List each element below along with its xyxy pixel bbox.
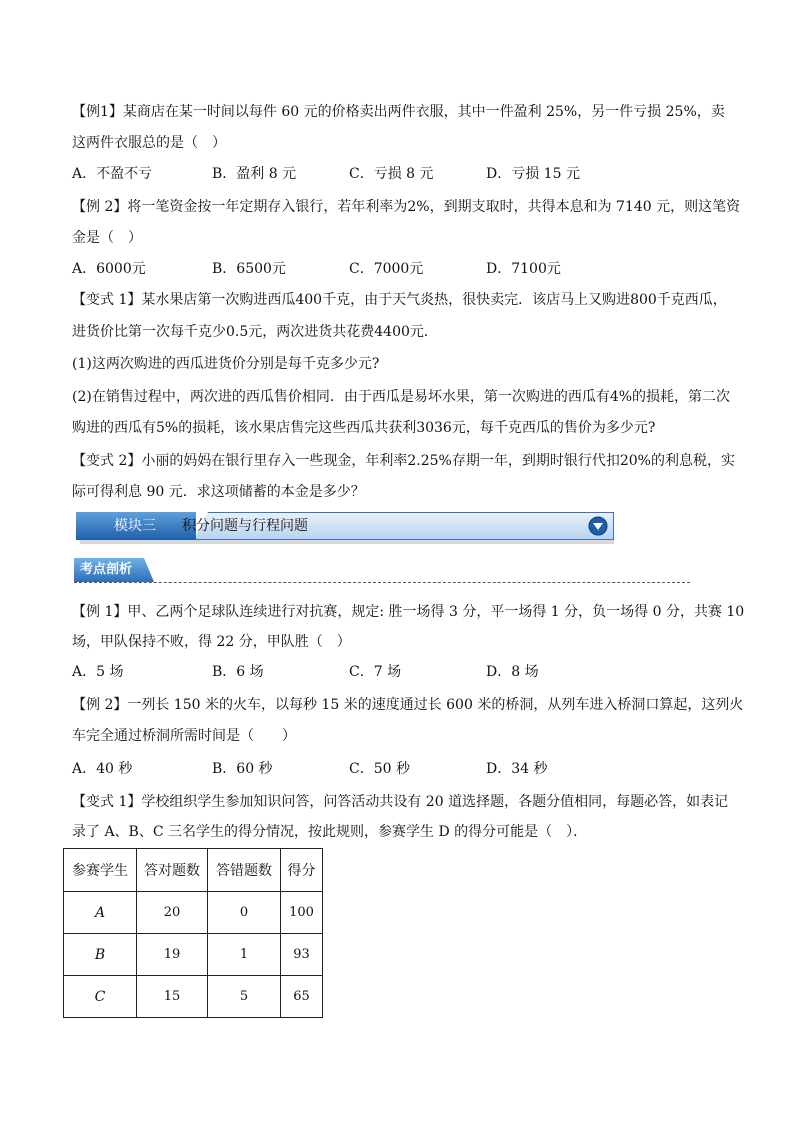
table-header: 得分 bbox=[281, 849, 323, 892]
table-cell: 19 bbox=[137, 934, 208, 976]
s2-example-1-text-line2: 场，甲队保持不败，得 22 分，甲队胜（ ） bbox=[72, 634, 351, 650]
option-b: B．6500元 bbox=[212, 261, 286, 277]
table-header: 参赛学生 bbox=[64, 849, 137, 892]
option-d: D．7100元 bbox=[486, 261, 561, 277]
example-1-options bbox=[72, 164, 722, 184]
table-cell: 5 bbox=[208, 976, 281, 1018]
section-tab-label: 考点剖析 bbox=[80, 562, 133, 577]
banner-shadow bbox=[80, 540, 614, 544]
dashed-divider bbox=[74, 582, 690, 583]
variant-1-question-1: (1)这两次购进的西瓜进货价分别是每千克多少元? bbox=[72, 356, 380, 372]
s2-example-1-text-line1: 【例 1】甲、乙两个足球队连续进行对抗赛，规定: 胜一场得 3 分，平一场得 1 分，负一场得 0 分，共赛 10 bbox=[72, 604, 745, 620]
option-c: C．50 秒 bbox=[349, 761, 410, 777]
option-a: A．不盈不亏 bbox=[72, 166, 153, 182]
score-table bbox=[63, 848, 323, 1018]
variant-1-text-line2: 进货价比第一次每千克少0.5元，两次进货共花费4400元． bbox=[72, 324, 438, 340]
option-d: D．亏损 15 元 bbox=[486, 166, 580, 182]
option-a: A．40 秒 bbox=[72, 761, 133, 777]
option-b: B．6 场 bbox=[212, 664, 264, 680]
table-header: 答对题数 bbox=[137, 849, 208, 892]
option-a: A．5 场 bbox=[72, 664, 124, 680]
option-d: D．8 场 bbox=[486, 664, 539, 680]
variant-1-text-line1: 【变式 1】某水果店第一次购进西瓜400千克，由于天气炎热，很快卖完．该店马上又购进800千克西瓜， bbox=[72, 292, 727, 308]
s2-example-2-options bbox=[72, 759, 722, 779]
variant-2-text-line1: 【变式 2】小丽的妈妈在银行里存入一些现金，年利率2.25%存期一年，到期时银行代扣20%的利息税，实 bbox=[72, 453, 735, 469]
s2-variant-1-text-line2: 录了 A、B、C 三名学生的得分情况，按此规则，参赛学生 D 的得分可能是（ ）． bbox=[72, 824, 588, 840]
table-cell: 93 bbox=[281, 934, 323, 976]
table-cell: 15 bbox=[137, 976, 208, 1018]
table-cell: C bbox=[64, 976, 137, 1018]
variant-1-question-2-line1: (2)在销售过程中，两次进的西瓜售价相同．由于西瓜是易坏水果，第一次购进的西瓜有4%的损耗，第二次 bbox=[72, 389, 731, 405]
option-d: D．34 秒 bbox=[486, 761, 548, 777]
table-cell: 1 bbox=[208, 934, 281, 976]
option-a: A．6000元 bbox=[72, 261, 146, 277]
table-cell: 0 bbox=[208, 892, 281, 934]
example-2-text-line2: 金是（ ） bbox=[72, 230, 142, 246]
table-header-row bbox=[64, 849, 323, 892]
module-label: 模块三 bbox=[76, 512, 196, 540]
s2-example-2-text-line1: 【例 2】一列长 150 米的火车，以每秒 15 米的速度通过长 600 米的桥洞，从列车进入桥洞口算起，这列火 bbox=[72, 697, 744, 713]
module-banner bbox=[76, 512, 614, 540]
table-header: 答错题数 bbox=[208, 849, 281, 892]
table-cell: 65 bbox=[281, 976, 323, 1018]
section-tab bbox=[74, 558, 164, 582]
s2-example-1-options bbox=[72, 662, 722, 682]
variant-2-text-line2: 际可得利息 90 元．求这项储蓄的本金是多少？ bbox=[72, 484, 365, 500]
s2-variant-1-text-line1: 【变式 1】学校组织学生参加知识问答，问答活动共设有 20 道选择题，各题分值相同，每题必答，如表记 bbox=[72, 794, 729, 810]
example-1-text-line1: 【例1】某商店在某一时间以每件 60 元的价格卖出两件衣服，其中一件盈利 25%，另一件亏损 25%，卖 bbox=[72, 104, 725, 120]
option-b: B．60 秒 bbox=[212, 761, 273, 777]
table-row bbox=[64, 976, 323, 1018]
variant-1-question-2-line2: 购进的西瓜有5%的损耗，该水果店售完这些西瓜共获利3036元，每千克西瓜的售价为多少元? bbox=[72, 420, 656, 436]
example-2-options bbox=[72, 259, 722, 279]
table-cell: A bbox=[64, 892, 137, 934]
table-cell: 100 bbox=[281, 892, 323, 934]
table-cell: B bbox=[64, 934, 137, 976]
chevron-down-icon[interactable] bbox=[588, 516, 608, 536]
table-cell: 20 bbox=[137, 892, 208, 934]
option-c: C．7000元 bbox=[349, 261, 424, 277]
module-title: 积分问题与行程问题 bbox=[182, 518, 308, 534]
option-c: C．亏损 8 元 bbox=[349, 166, 434, 182]
table-row bbox=[64, 934, 323, 976]
s2-example-2-text-line2: 车完全通过桥洞所需时间是（ ） bbox=[72, 728, 296, 744]
option-c: C．7 场 bbox=[349, 664, 402, 680]
option-b: B．盈利 8 元 bbox=[212, 166, 297, 182]
example-1-text-line2: 这两件衣服总的是（ ） bbox=[72, 135, 226, 151]
example-2-text-line1: 【例 2】将一笔资金按一年定期存入银行，若年利率为2%，到期支取时，共得本息和为 7140 元，则这笔资 bbox=[72, 199, 741, 215]
table-row bbox=[64, 892, 323, 934]
